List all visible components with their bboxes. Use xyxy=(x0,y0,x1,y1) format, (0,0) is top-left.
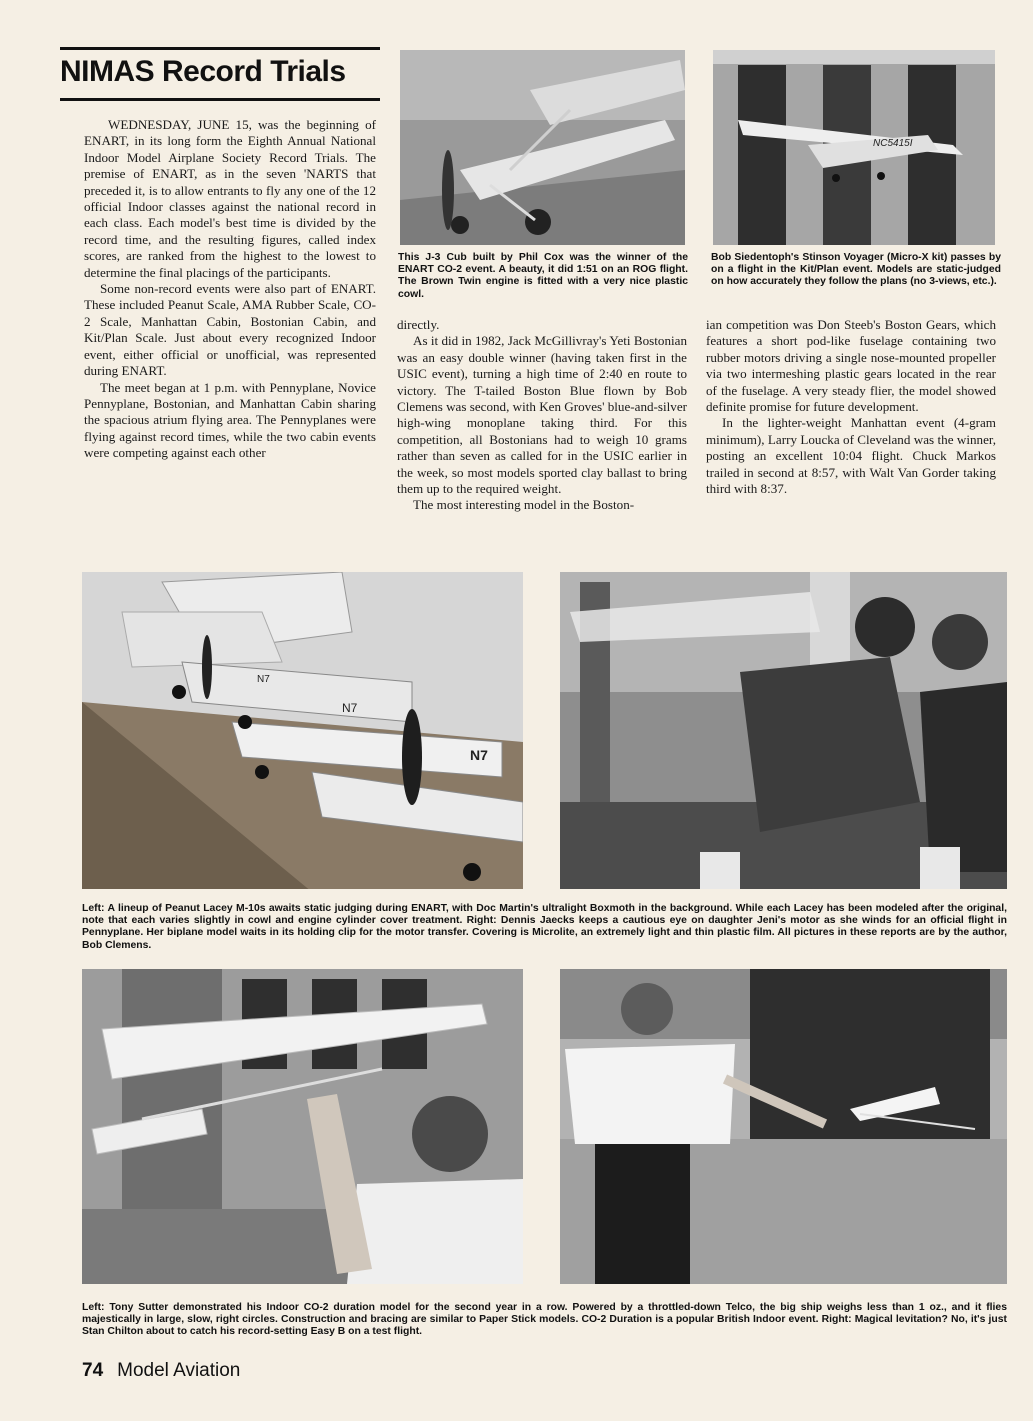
paragraph: ian competition was Don Steeb's Boston Gears, which features a short pod-like fuselage containing two rubber motors driving a single nose-mounted propeller via two intermeshing plastic gears located in the rear of the fuselage. A very steady flier, the model showed definite promise for future development. xyxy=(706,317,996,415)
paragraph: As it did in 1982, Jack McGillivray's Yeti Bostonian was an easy double winner (having taken first in the USIC event), turning a high time of 2:40 en route to victory. The T-tailed Boston Blue flown by Bob Clemens was second, with Ken Groves' blue-and-silver high-wing monoplane taking third. For this competition, all Bostonians had to weigh 10 grams rather than seven as called for in the USIC earlier in the week, so most models sported clay ballast to bring them up to the required weight. xyxy=(397,333,687,497)
paragraph: WEDNESDAY, JUNE 15, was the beginning of ENART, in its long form the Eighth Annual National Indoor Model Airplane Society Record Trials. The premise of ENART, as in the seven 'NARTS that preceded it, is to allow entrants to fly any one of the 12 official Indoor classes against the national record in each class. Each model's best time is divided by the record time, and the resulting figures, called index scores, are ranked from the highest to the lowest to determine the final placings of the participants. xyxy=(84,117,376,280)
paragraph: The most interesting model in the Boston- xyxy=(413,497,635,513)
title-rule-bottom xyxy=(60,98,380,101)
photo-stinson-voyager xyxy=(713,50,995,245)
magazine-name: Model Aviation xyxy=(117,1360,241,1381)
caption-middle-photos: Left: A lineup of Peanut Lacey M-10s awaits static judging during ENART, with Doc Martin's ultralight Boxmoth in the background. While each Lacey has been modeled after the original, note that each varies slightly in cowl and engine cylinder cover treatment. Right: Dennis Jaecks keeps a cautious eye on daughter Jeni's motor as she winds for an official flight in Pennyplane. Her biplane model waits in its holding clip for the motor transfer. Covering is Microlite, an extremely light and thin plastic film. All pictures in these reports are by the author, Bob Clemens. xyxy=(82,903,1007,951)
page-number: 74 xyxy=(82,1360,104,1381)
article-column-2 xyxy=(397,317,687,514)
caption-photo-2: Bob Siedentoph's Stinson Voyager (Micro-X kit) passes by on a flight in the Kit/Plan event. Models are static-judged on how accurately they follow the plans (no 3-views, etc.). xyxy=(711,252,1001,288)
photo-stan-chilton xyxy=(560,969,1007,1284)
photo-tony-sutter xyxy=(82,969,523,1284)
article-column-3 xyxy=(706,317,996,497)
article-title: NIMAS Record Trials xyxy=(60,55,346,88)
caption-photo-1: This J-3 Cub built by Phil Cox was the winner of the ENART CO-2 event. A beauty, it did 1:51 on an ROG flight. The Brown Twin engine is fitted with a very nice plastic cowl. xyxy=(398,252,688,300)
paragraph: directly. xyxy=(397,317,440,332)
registration-text: NC5415I xyxy=(873,138,913,149)
paragraph: The meet began at 1 p.m. with Pennyplane, Novice Pennyplane, Bostonian, and Manhattan Cabin sharing the spacious atrium flying area. The Pennyplanes were flying against record times, while the two cabin events were competing against each other xyxy=(84,379,376,461)
paragraph: In the lighter-weight Manhattan event (4-gram minimum), Larry Loucka of Cleveland was the winner, posting an excellent 10:04 flight. Chuck Markos trailed in second at 8:57, with Walt Van Gorder taking third with 8:37. xyxy=(706,415,996,497)
paragraph: Some non-record events were also part of ENART. These included Peanut Scale, AMA Rubber Scale, CO-2 Scale, Manhattan Cabin, Bostonian Cabin, and Kit/Plan Scale. Just about every recognized Indoor event, either official or unofficial, was represented during ENART. xyxy=(84,281,376,379)
registration-text: N7 xyxy=(257,674,270,685)
article-column-1 xyxy=(84,117,376,462)
registration-text: N7 xyxy=(470,747,488,763)
photo-j3-cub xyxy=(400,50,685,245)
registration-text: N7 xyxy=(342,701,358,715)
photo-jaecks-winding xyxy=(560,572,1007,889)
page-footer xyxy=(82,1359,240,1383)
photo-peanut-lacey-lineup xyxy=(82,572,523,889)
title-rule-top xyxy=(60,47,380,50)
caption-bottom-photos: Left: Tony Sutter demonstrated his Indoor CO-2 duration model for the second year in a row. Powered by a throttled-down Telco, the big ship weighs less than 1 oz., and it flies majestically in large, slow, right circles. Construction and bracing are similar to Paper Stick models. CO-2 Duration is a popular British Indoor event. Right: Magical levitation? No, it's just Stan Chilton about to catch his record-setting Easy B on a test flight. xyxy=(82,1302,1007,1338)
